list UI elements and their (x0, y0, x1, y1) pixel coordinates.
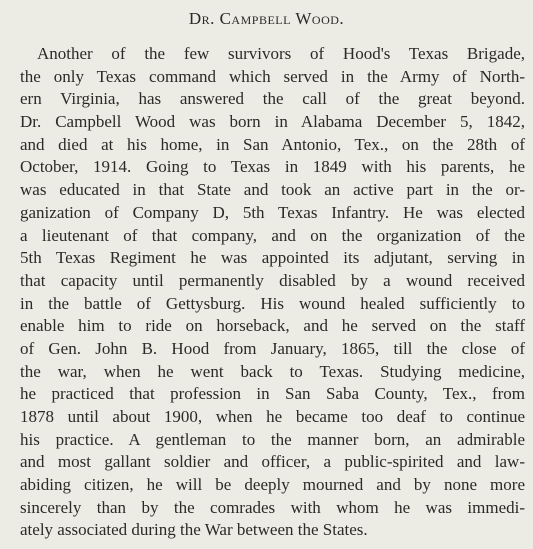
text-line: a lieutenant of that company, and on the organization of the (20, 225, 525, 245)
text-line: the only Texas command which served in the Army of North- (20, 66, 525, 86)
text-line: in the battle of Gettysburg. His wound healed sufficiently to (20, 293, 525, 313)
text-line: enable him to ride on horseback, and he served on the staff (20, 316, 525, 336)
text-line: October, 1914. Going to Texas in 1849 with his parents, he (20, 157, 525, 177)
article-body (20, 43, 525, 542)
article-title: Dr. Campbell Wood. (188, 9, 345, 28)
text-line: that capacity until permanently disabled by a wound received (20, 270, 525, 290)
text-line: he practiced that profession in San Saba County, Tex., from (20, 384, 525, 404)
text-line: 1878 until about 1900, when he became too deaf to continue (20, 407, 525, 426)
text-line: 5th Texas Regiment he was appointed its adjutant, serving in (20, 248, 525, 268)
text-line: ately associated during the War between the States. (20, 520, 368, 540)
text-line: Dr. Campbell Wood was born in Alabama December 5, 1842, (20, 112, 525, 132)
text-line: of Gen. John B. Hood from January, 1865, till the close of (20, 338, 525, 358)
text-line: ganization of Company D, 5th Texas Infantry. He was elected (20, 202, 525, 222)
text-line: his practice. A gentleman to the manner born, an admirable (20, 429, 525, 449)
text-line: sincerely than by the comrades with whom he was immedi- (20, 497, 525, 517)
text-line: the war, when he went back to Texas. Studying medicine, (20, 361, 525, 381)
text-line: ern Virginia, has answered the call of the great beyond. (20, 89, 525, 109)
text-line: was educated in that State and took an active part in the or- (20, 180, 525, 200)
text-line: abiding citizen, he will be deeply mourned and by none more (20, 475, 525, 495)
text-line: Another of the few survivors of Hood's Texas Brigade, (37, 44, 525, 63)
text-line: and most gallant soldier and officer, a public-spirited and law- (20, 452, 525, 472)
text-line: and died at his home, in San Antonio, Tex., on the 28th of (20, 134, 525, 154)
